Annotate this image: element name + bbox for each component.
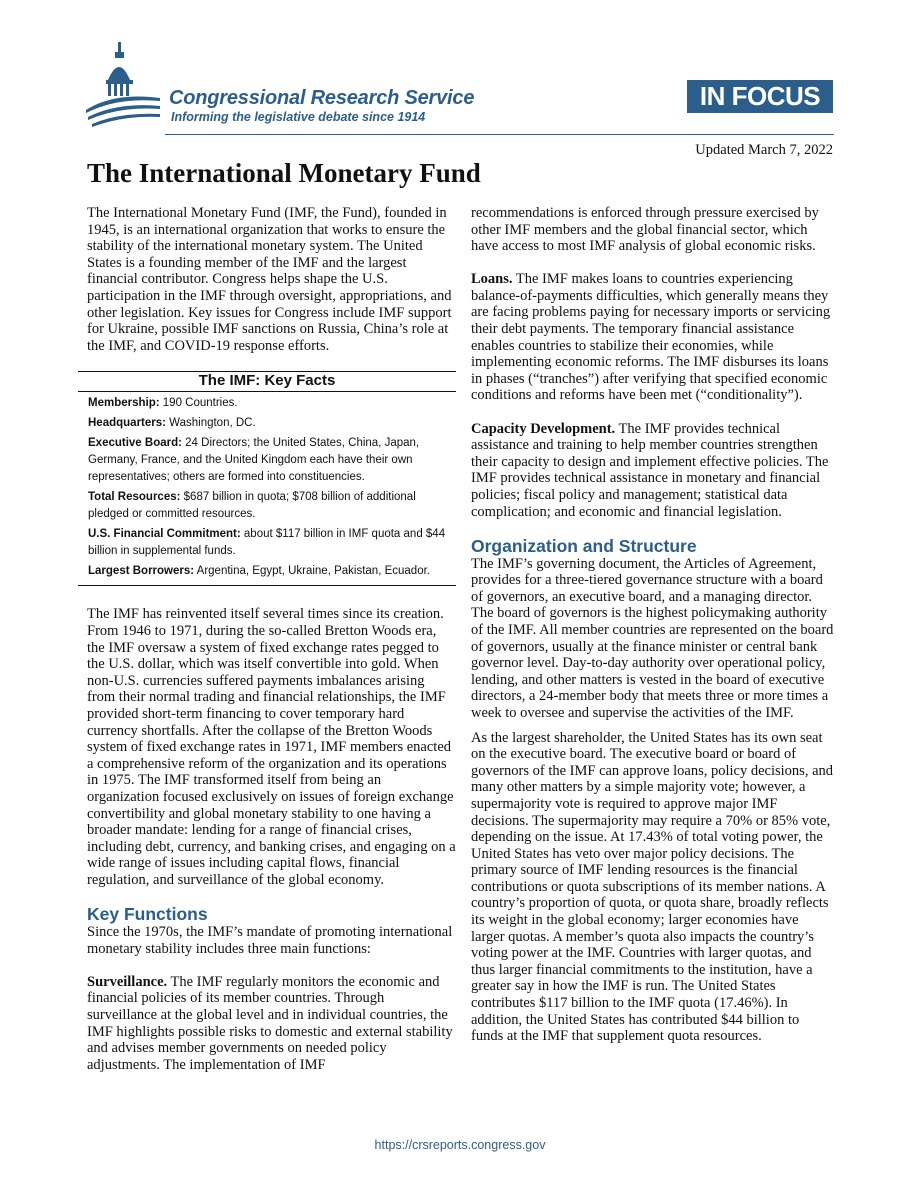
fact-label: Headquarters:: [88, 417, 166, 430]
surveillance-text: The IMF regularly monitors the economic and financial policies of its member countries. Through surveillance at the global level and in individual countries, the IMF highlights possible risks to domestic and external stability and advises member governments on needed policy adjustments. The implementation of IMF: [87, 973, 453, 1073]
organization-paragraph-2: As the largest shareholder, the United States has its own seat on the executive board. The executive board or board of governors of the IMF can approve loans, policy decisions, and many other matters by a simple majority vote; however, a supermajority vote is required to approve major IMF decisions. The supermajority may require a 70% or 85% vote, depending on the issue. At 17.43% of total voting power, the United States has veto over major policy decisions. The primary source of IMF lending resources is the financial contributions or quota subscriptions of its member nations. A country’s proportion of quota, or quota share, broadly reflects its weight in the global economy; larger economies have larger quotas. A member’s quota also impacts the country’s voting power at the IMF. Countries with larger quotas, and thus larger financial commitments to the institution, have a greater say in how the IMF is run. The United States contributes $117 billion to the IMF quota (17.46%). In addition, the United States has contributed $44 billion to funds at the IMF that supplement quota resources.: [471, 729, 834, 1045]
in-focus-badge: IN FOCUS: [687, 80, 833, 113]
capacity-label: Capacity Development.: [471, 420, 616, 437]
org-name: Congressional Research Service: [169, 87, 475, 109]
fact-total-resources: [78, 486, 456, 523]
intro-paragraph: The International Monetary Fund (IMF, the Fund), founded in 1945, is an international organization that works to ensure the stability of the international monetary system. The United States is a founding member of the IMF and the largest financial contributor. Congress helps shape the U.S. participation in the IMF through oversight, appropriations, and other legislation. Key issues for Congress include IMF support for Ukraine, possible IMF sanctions on Russia, China’s role at the IMF, and COVID-19 response efforts.: [87, 205, 452, 354]
page-title: The International Monetary Fund: [87, 158, 481, 188]
capacity-paragraph: [471, 421, 834, 521]
fact-membership: [78, 392, 456, 412]
capacity-text: The IMF provides technical assistance and training to help member countries strengthen their capacity to design and implement effective policies. The IMF provides technical assistance in monetary and financial policies; fiscal policy and management; statistical data complication; and economic and financial legislation.: [471, 420, 829, 520]
fact-text: Argentina, Egypt, Ukraine, Pakistan, Ecuador.: [194, 565, 430, 578]
history-paragraph: The IMF has reinvented itself several times since its creation. From 1946 to 1971, during the so-called Bretton Woods era, the IMF oversaw a system of fixed exchange rates pegged to the U.S. dollar, which was itself convertible into gold. When non-U.S. currencies suffered payments imbalances arising from their normal trading and financial relationships, the IMF provided short-term financing to cover temporary hard currency shortfalls. After the collapse of the Bretton Woods system of fixed exchange rates in 1971, IMF members enacted a comprehensive reform of the organization and its operations in 1975. The IMF transformed itself from being an organization focused exclusively on issues of foreign exchange convertibility and global monetary stability to one having a broader mandate: lending for a range of financial crises, including debt, currency, and banking crises, and engaging on a wide range of issues including capital flows, financial regulation, and surveillance of the global economy.: [87, 606, 456, 888]
fact-executive-board: [78, 432, 456, 486]
organization-paragraph-1: The IMF’s governing document, the Articles of Agreement, provides for a three-tiered governance structure with a board of governors, an executive board, and a managing director. The board of governors is the highest policymaking authority of the IMF. All member countries are represented on the board of governors, usually at the finance minister or central bank governor level. Day-to-day authority over operational policy, lending, and other matters is vested in the board of executive directors, a 24-member body that meets three or more times a week to oversee and supervise the activities of the IMF.: [471, 555, 834, 721]
fact-text: 190 Countries.: [159, 397, 238, 410]
fact-label: Executive Board:: [88, 437, 182, 450]
key-functions-heading: Key Functions: [87, 904, 208, 925]
right-column: [471, 205, 834, 1061]
left-column: [87, 205, 456, 1090]
fact-label: U.S. Financial Commitment:: [88, 528, 241, 541]
key-functions-intro: Since the 1970s, the IMF’s mandate of promoting international monetary stability includes three main functions:: [87, 924, 453, 957]
loans-label: Loans.: [471, 271, 513, 288]
updated-date: Updated March 7, 2022: [695, 142, 833, 158]
surveillance-continued: recommendations is enforced through pressure exercised by other IMF members and the global financial sector, which have access to most IMF analysis of global economic risks.: [471, 205, 819, 255]
fact-text: 24 Directors; the United States, China, Japan, Germany, France, and the United Kingdom each have their own representatives; others are formed into constituencies.: [88, 437, 420, 484]
page-header: [0, 0, 920, 158]
key-facts-box: [78, 371, 456, 587]
org-tagline: Informing the legislative debate since 1914: [171, 110, 426, 124]
loans-text: The IMF makes loans to countries experiencing balance-of-payments difficulties, which generally means they are facing problems paying for necessary imports or servicing their debt payments. The temporary financial assistance enables countries to stabilize their economies, while implementing economic reforms. The IMF disburses its loans in phases (“tranches”) after verifying that specified economic conditions and reforms have been met (“conditionality”).: [471, 271, 831, 404]
capitol-dome-logo-icon: [84, 40, 164, 130]
footer-url[interactable]: https://crsreports.congress.gov: [374, 1138, 546, 1152]
fact-label: Total Resources:: [88, 491, 181, 504]
header-rule: [165, 134, 834, 135]
surveillance-paragraph: [87, 974, 456, 1074]
fact-text: $687 billion in quota; $708 billion of additional pledged or committed resources.: [88, 491, 416, 521]
fact-label: Membership:: [88, 397, 160, 410]
loans-paragraph: [471, 271, 834, 404]
fact-text: about $117 billion in IMF quota and $44 billion in supplemental funds.: [88, 528, 446, 558]
organization-heading: Organization and Structure: [471, 535, 697, 556]
fact-headquarters: [78, 412, 456, 432]
fact-text: Washington, DC.: [165, 417, 256, 430]
fact-largest-borrowers: [78, 560, 456, 580]
key-facts-title: The IMF: Key Facts: [78, 372, 456, 393]
surveillance-label: Surveillance.: [87, 973, 168, 990]
fact-us-commitment: [78, 523, 456, 560]
fact-label: Largest Borrowers:: [88, 565, 195, 578]
